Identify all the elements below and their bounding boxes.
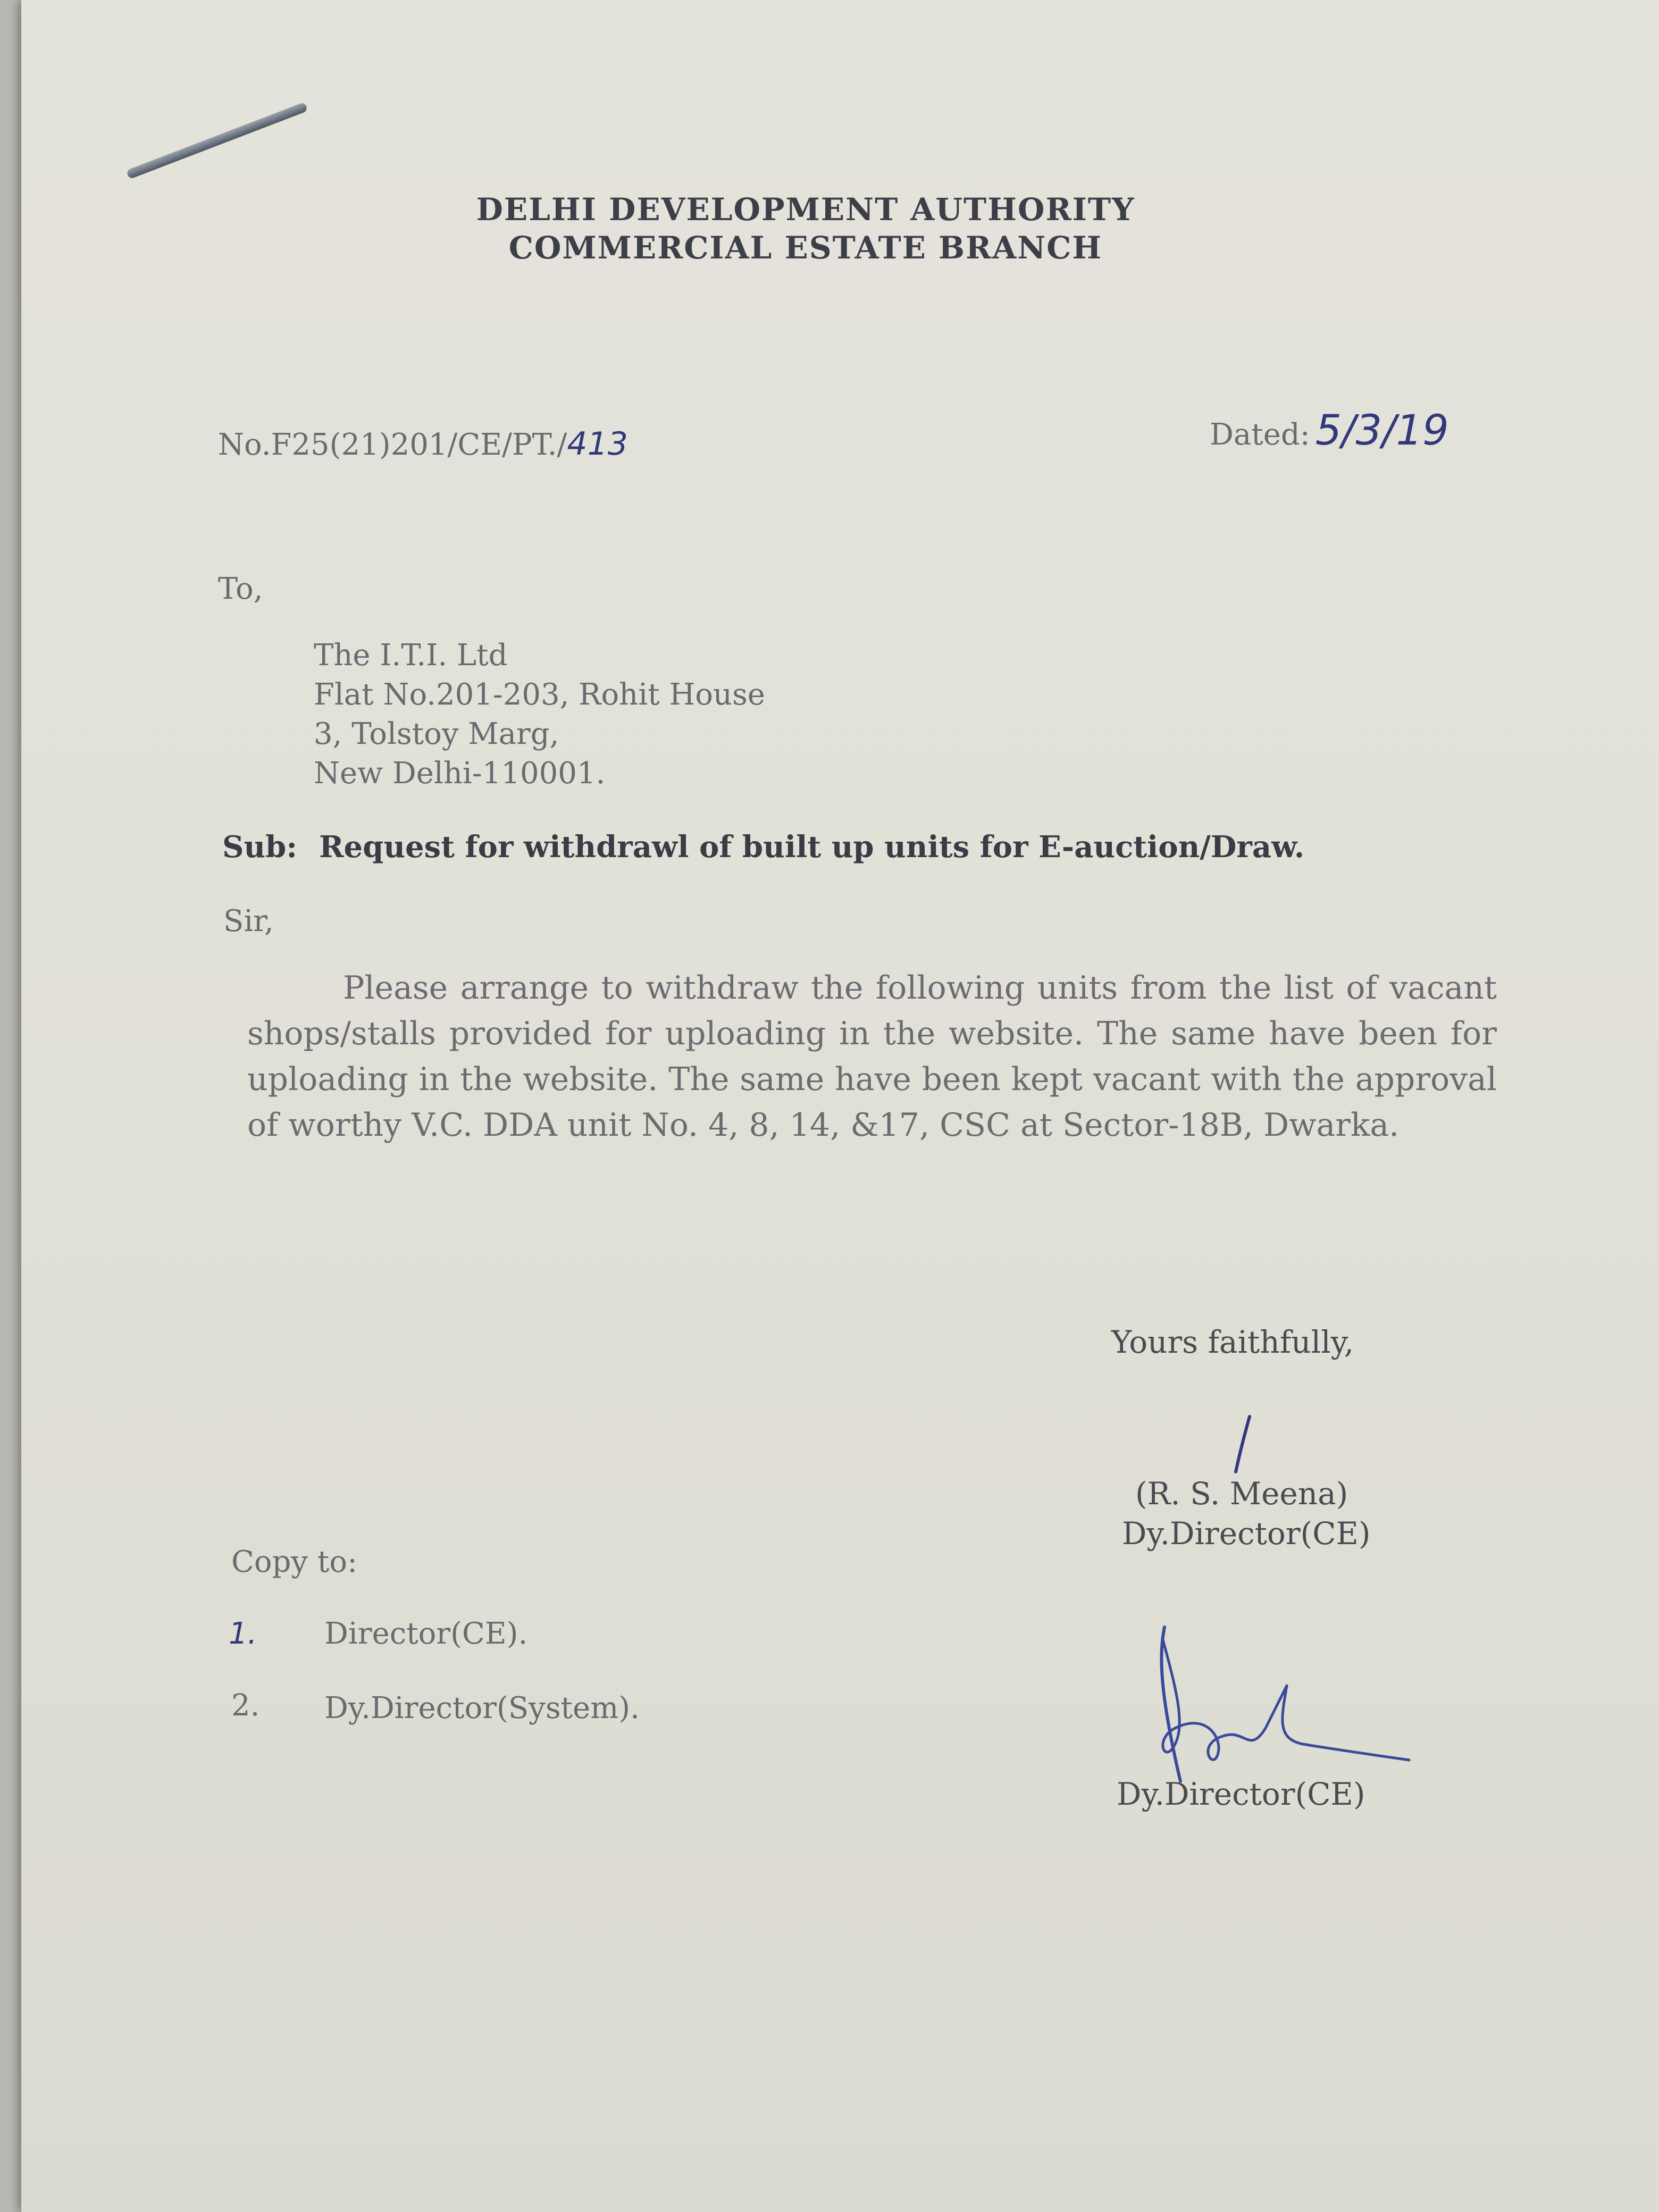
copy-item-2-text: Dy.Director(System). <box>324 1691 640 1725</box>
subject-label: Sub: <box>222 830 297 865</box>
subject-text: Request for withdrawl of built up units for E-auction/Draw. <box>319 830 1305 865</box>
signatory-designation: Dy.Director(CE) <box>1122 1515 1371 1552</box>
date-line <box>1210 407 1449 455</box>
reference-number <box>218 425 628 463</box>
footer-designation: Dy.Director(CE) <box>1117 1776 1365 1812</box>
copy-to-label: Copy to: <box>231 1545 357 1579</box>
copy-item-2-number: 2. <box>231 1688 260 1723</box>
to-label: To, <box>218 572 263 606</box>
paper-pin <box>126 102 308 180</box>
recipient-line-1: The I.T.I. Ltd <box>314 638 508 673</box>
handwritten-signature <box>1143 1622 1420 1792</box>
copy-item-1-text: Director(CE). <box>324 1616 528 1651</box>
date-handwritten: 5/3/19 <box>1315 407 1449 455</box>
branch-heading: COMMERCIAL ESTATE BRANCH <box>508 230 1103 266</box>
valediction: Yours faithfully, <box>1111 1324 1354 1360</box>
greeting: Sir, <box>223 904 274 939</box>
body-paragraph: Please arrange to withdraw the following units from the list of vacant shops/stalls provided for uploading in the website. The same have been for uploading in the website. The same have been kept vacant with the approval of worthy V.C. DDA unit No. 4, 8, 14, &17, CSC at Sector-18B, Dwarka. <box>247 969 1497 1144</box>
recipient-line-4: New Delhi-110001. <box>314 756 606 791</box>
dated-label: Dated: <box>1210 417 1310 452</box>
reference-number-handwritten: 413 <box>567 425 628 463</box>
signatory-name: (R. S. Meena) <box>1135 1476 1348 1512</box>
org-heading: DELHI DEVELOPMENT AUTHORITY <box>476 191 1135 228</box>
recipient-line-3: 3, Tolstoy Marg, <box>314 717 559 751</box>
copy-item-1-number: 1. <box>229 1616 257 1651</box>
document-page <box>21 0 1659 2212</box>
recipient-line-2: Flat No.201-203, Rohit House <box>314 677 765 712</box>
initial-stroke <box>1228 1414 1260 1478</box>
reference-number-printed: No.F25(21)201/CE/PT./ <box>218 428 567 462</box>
